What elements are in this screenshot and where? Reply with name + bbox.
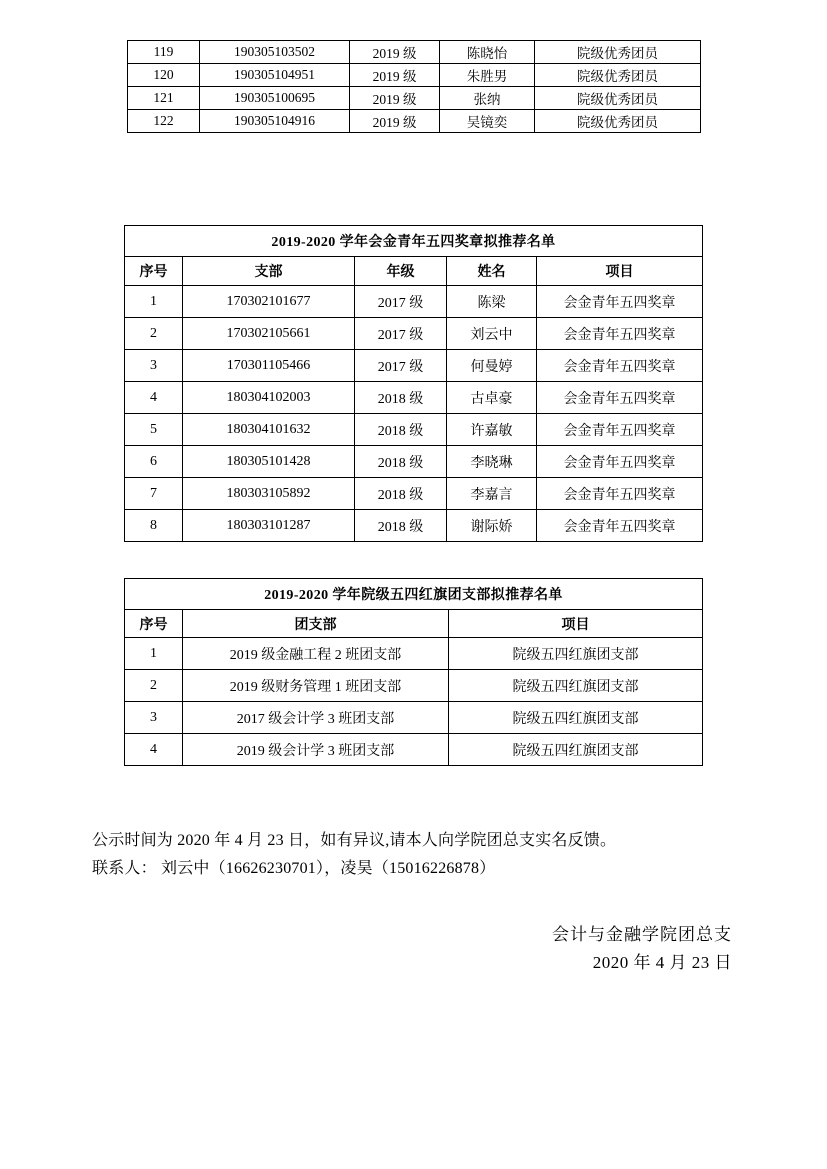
header-name: 姓名 (447, 257, 537, 286)
cell-branch: 2019 级会计学 3 班团支部 (183, 734, 449, 766)
cell-item: 院级五四红旗团支部 (449, 702, 703, 734)
cell-grade: 2018 级 (355, 510, 447, 542)
cell-index: 1 (125, 638, 183, 670)
continuation-table (127, 40, 701, 133)
table-row (125, 318, 703, 350)
cell-item: 院级优秀团员 (535, 41, 701, 64)
cell-item: 会金青年五四奖章 (537, 286, 703, 318)
cell-name: 许嘉敏 (447, 414, 537, 446)
cell-branch: 190305103502 (200, 41, 350, 64)
cell-name: 吴镜奕 (440, 110, 535, 133)
cell-name: 李晓琳 (447, 446, 537, 478)
cell-index: 119 (128, 41, 200, 64)
cell-item: 院级五四红旗团支部 (449, 734, 703, 766)
table-row (125, 702, 703, 734)
cell-item: 会金青年五四奖章 (537, 510, 703, 542)
signature-date: 2020 年 4 月 23 日 (592, 953, 732, 972)
cell-item: 院级五四红旗团支部 (449, 638, 703, 670)
signature-organization: 会计与金融学院团总支 (552, 925, 732, 944)
cell-branch: 170302101677 (183, 286, 355, 318)
cell-name: 刘云中 (447, 318, 537, 350)
cell-name: 李嘉言 (447, 478, 537, 510)
youth-medal-table-head (125, 226, 703, 286)
cell-index: 122 (128, 110, 200, 133)
table-row (128, 110, 701, 133)
cell-index: 1 (125, 286, 183, 318)
cell-index: 5 (125, 414, 183, 446)
table-row (125, 446, 703, 478)
cell-index: 2 (125, 318, 183, 350)
cell-grade: 2018 级 (355, 446, 447, 478)
cell-grade: 2018 级 (355, 414, 447, 446)
cell-item: 会金青年五四奖章 (537, 446, 703, 478)
cell-item: 院级优秀团员 (535, 110, 701, 133)
cell-index: 6 (125, 446, 183, 478)
youth-medal-table-body (125, 286, 703, 542)
header-item: 项目 (449, 610, 703, 638)
table-row (125, 286, 703, 318)
cell-branch: 2017 级会计学 3 班团支部 (183, 702, 449, 734)
cell-item: 会金青年五四奖章 (537, 414, 703, 446)
cell-branch: 190305104916 (200, 110, 350, 133)
contact-line: 联系人： 刘云中（16626230701），凌昊（15016226878） (92, 860, 496, 877)
red-flag-branch-table-body (125, 638, 703, 766)
cell-grade: 2019 级 (350, 41, 440, 64)
cell-grade: 2019 级 (350, 87, 440, 110)
cell-index: 120 (128, 64, 200, 87)
cell-grade: 2019 级 (350, 110, 440, 133)
header-item: 项目 (537, 257, 703, 286)
cell-branch: 180305101428 (183, 446, 355, 478)
cell-grade: 2018 级 (355, 382, 447, 414)
table-row (125, 510, 703, 542)
table-row (125, 670, 703, 702)
cell-item: 会金青年五四奖章 (537, 382, 703, 414)
cell-branch: 180303105892 (183, 478, 355, 510)
public-notice-line-1: 公示时间为 2020 年 4 月 23 日，如有异议,请本人向学院团总支实名反馈。 (92, 832, 617, 849)
table-header-row (125, 257, 703, 286)
cell-item: 会金青年五四奖章 (537, 350, 703, 382)
cell-name: 陈晓怡 (440, 41, 535, 64)
cell-branch: 170302105661 (183, 318, 355, 350)
cell-index: 3 (125, 702, 183, 734)
cell-branch: 190305104951 (200, 64, 350, 87)
cell-item: 院级优秀团员 (535, 64, 701, 87)
cell-branch: 2019 级财务管理 1 班团支部 (183, 670, 449, 702)
table-title-row (125, 579, 703, 610)
cell-index: 2 (125, 670, 183, 702)
red-flag-branch-table (124, 578, 703, 766)
table-title: 2019-2020 学年会金青年五四奖章拟推荐名单 (125, 226, 703, 257)
cell-index: 4 (125, 734, 183, 766)
header-grade: 年级 (355, 257, 447, 286)
cell-item: 院级优秀团员 (535, 87, 701, 110)
table-row (125, 350, 703, 382)
cell-grade: 2017 级 (355, 318, 447, 350)
table-row (128, 41, 701, 64)
table-title: 2019-2020 学年院级五四红旗团支部拟推荐名单 (125, 579, 703, 610)
header-index: 序号 (125, 257, 183, 286)
youth-medal-table (124, 225, 703, 542)
cell-name: 谢际娇 (447, 510, 537, 542)
header-branch: 团支部 (183, 610, 449, 638)
cell-name: 何曼婷 (447, 350, 537, 382)
table-row (125, 382, 703, 414)
header-branch: 支部 (183, 257, 355, 286)
cell-item: 会金青年五四奖章 (537, 318, 703, 350)
table-row (125, 478, 703, 510)
continuation-table-body (128, 41, 701, 133)
cell-branch: 190305100695 (200, 87, 350, 110)
cell-item: 会金青年五四奖章 (537, 478, 703, 510)
cell-index: 3 (125, 350, 183, 382)
cell-grade: 2017 级 (355, 350, 447, 382)
table-row (125, 734, 703, 766)
cell-index: 4 (125, 382, 183, 414)
cell-grade: 2019 级 (350, 64, 440, 87)
table-header-row (125, 610, 703, 638)
cell-branch: 180304102003 (183, 382, 355, 414)
cell-name: 张纳 (440, 87, 535, 110)
cell-branch: 180304101632 (183, 414, 355, 446)
cell-name: 朱胜男 (440, 64, 535, 87)
table-row (128, 87, 701, 110)
cell-branch: 170301105466 (183, 350, 355, 382)
header-index: 序号 (125, 610, 183, 638)
table-row (128, 64, 701, 87)
cell-name: 陈梁 (447, 286, 537, 318)
cell-index: 121 (128, 87, 200, 110)
cell-item: 院级五四红旗团支部 (449, 670, 703, 702)
cell-name: 古卓豪 (447, 382, 537, 414)
table-title-row (125, 226, 703, 257)
cell-index: 7 (125, 478, 183, 510)
table-row (125, 414, 703, 446)
table-row (125, 638, 703, 670)
cell-branch: 2019 级金融工程 2 班团支部 (183, 638, 449, 670)
red-flag-branch-table-head (125, 579, 703, 638)
cell-grade: 2017 级 (355, 286, 447, 318)
cell-grade: 2018 级 (355, 478, 447, 510)
cell-index: 8 (125, 510, 183, 542)
cell-branch: 180303101287 (183, 510, 355, 542)
